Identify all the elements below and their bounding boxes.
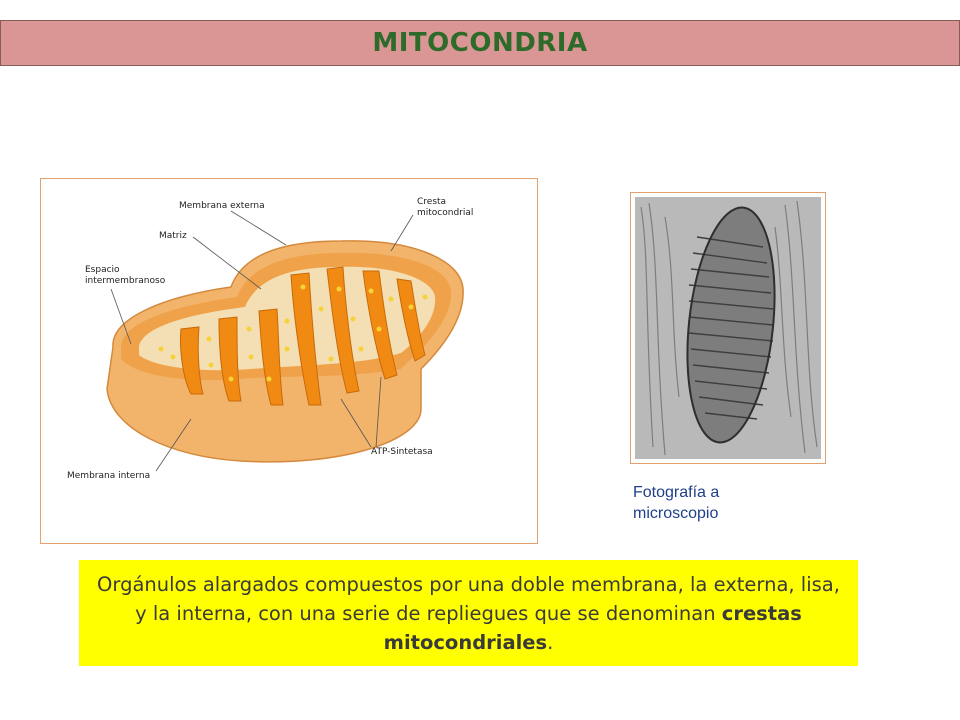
mitochondria-illustration — [41, 179, 537, 543]
photo-caption-line2: microscopio — [633, 505, 719, 522]
label-cresta-line2: mitocondrial — [417, 208, 474, 218]
label-membrana-externa: Membrana externa — [179, 201, 265, 211]
label-atp-sintetasa: ATP-Sintetasa — [371, 447, 433, 457]
description-box — [79, 560, 858, 666]
label-espacio-line2: intermembranoso — [85, 276, 166, 286]
description-bold-term: crestas mitocondriales — [383, 601, 802, 654]
page-title: MITOCONDRIA — [372, 28, 588, 58]
label-cresta-line1: Cresta — [417, 197, 447, 207]
label-espacio-line1: Espacio — [85, 265, 120, 275]
micrograph-image — [635, 197, 821, 459]
photo-caption — [633, 482, 793, 524]
photo-caption-line1: Fotografía a — [633, 484, 720, 501]
microscope-photo — [630, 192, 826, 464]
title-bar — [0, 20, 960, 66]
description-before: Orgánulos alargados compuestos por una doble membrana, la externa, lisa, y la interna, con una serie de repliegues que se denominan — [97, 572, 840, 625]
label-membrana-interna: Membrana interna — [67, 471, 151, 481]
description-after: . — [547, 630, 554, 654]
mitochondria-diagram — [40, 178, 538, 544]
description-text — [79, 570, 858, 657]
label-matriz: Matriz — [159, 231, 187, 241]
